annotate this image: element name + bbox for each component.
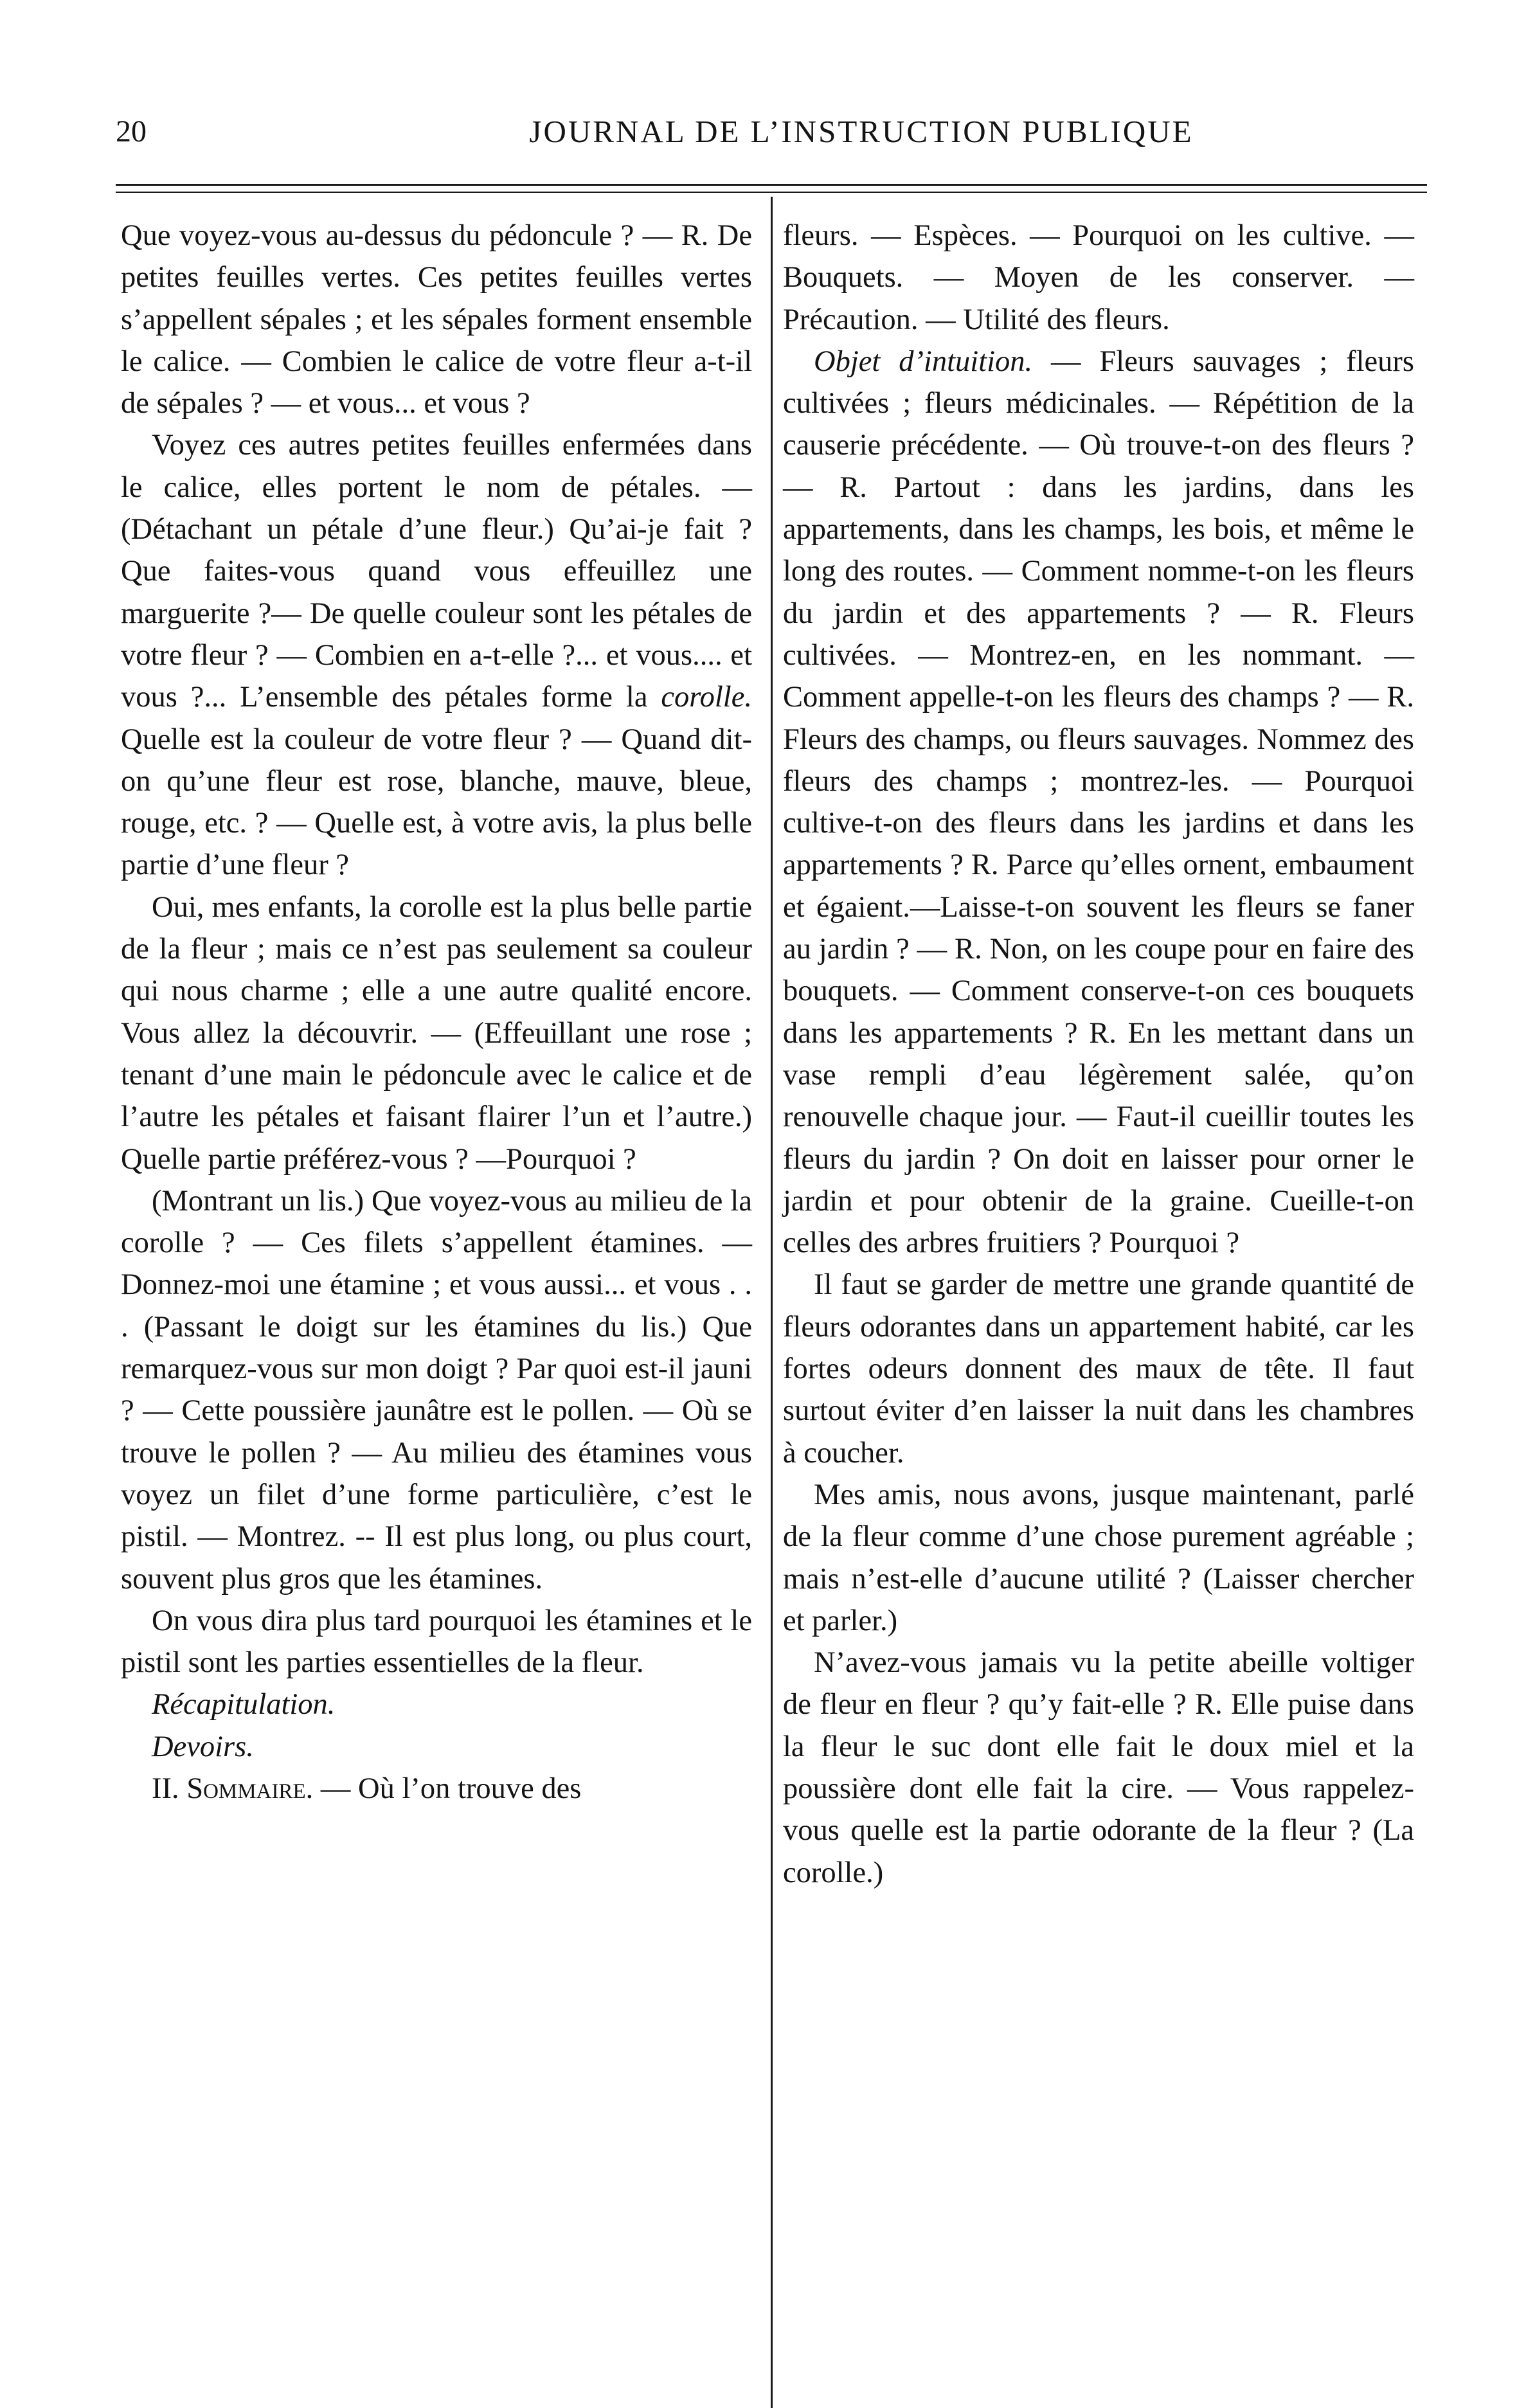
right-column [783,215,1414,1894]
paragraph: Oui, mes enfants, la corolle est la plus belle partie de la fleur ; mais ce n’est pas seulement sa couleur qui nous charme ; elle a une autre qualité encore. Vous allez la découvrir. — (Effeuillant une rose ; tenant d’une main le pédoncule avec le calice et de l’autre les pétales et faisant flairer l’un et l’autre.) Quelle partie préférez-vous ? —Pourquoi ? [121,890,752,1176]
column-divider [771,197,773,2408]
paragraph-text: Voyez ces autres petites feuilles enfermées dans le calice, elles portent le nom de pétales. — (Détachant un pétale d’une fleur.) Qu’ai-je fait ? Que faites-vous quand vous effeuillez une marguerite ?— De quelle couleur sont les pétales de votre fleur ? — Combien en a-t-elle ?... et vous.... et vous ?... L’ensemble des pétales forme la [121,429,752,714]
running-header [116,109,1427,154]
header-rule-bottom [116,192,1427,193]
paragraph [121,424,752,886]
sommaire-text: — Où l’on trouve des [320,1772,582,1805]
paragraph: Il faut se garder de mettre une grande quantité de fleurs odorantes dans un appartement habité, car les fortes odeurs donnent des maux de tête. Il faut surtout éviter d’en laisser la nuit dans les chambres à coucher. [783,1268,1414,1469]
header-rule-top [116,184,1427,186]
paragraph: On vous dira plus tard pourquoi les étamines et le pistil sont les parties essentielles de la fleur. [121,1604,752,1680]
paragraph-text: — Fleurs sauvages ; fleurs cultivées ; fleurs médicinales. — Répétition de la causerie précédente. — Où trouve-t-on des fleurs ? — R. Partout : dans les jardins, dans les appartements, dans les champs, les bois, et même le long des routes. — Comment nomme-t-on les fleurs du jardin et des appartements ? — R. Fleurs cultivées. — Montrez-en, en les nommant. — Comment appelle-t-on les fleurs des champs ? — R. Fleurs des champs, ou fleurs sauvages. Nommez des fleurs des champs ; montrez-les. — Pourquoi cultive-t-on des fleurs dans les jardins et dans les appartements ? R. Parce qu’elles ornent, embaument et égaient.—Laisse-t-on souvent les fleurs se faner au jardin ? — R. Non, on les coupe pour en faire des bouquets. — Comment conserve-t-on ces bouquets dans les appartements ? R. En les mettant dans un vase rempli d’eau légèrement salée, qu’on renouvelle chaque jour. — Faut-il cueillir toutes les fleurs du jardin ? On doit en laisser pour orner le jardin et pour obtenir de la graine. Cueille-t-on celles des arbres fruitiers ? Pourquoi ? [783,345,1415,1260]
left-column [121,215,752,1810]
page-number: 20 [116,114,147,148]
paragraph: (Montrant un lis.) Que voyez-vous au milieu de la corolle ? — Ces filets s’appellent étamines. —Donnez-moi une étamine ; et vous aussi... et vous . . . (Passant le doigt sur les étamines du lis.) Que remarquez-vous sur mon doigt ? Par quoi est-il jauni ? — Cette poussière jaunâtre est le pollen. — Où se trouve le pollen ? — Au milieu des étamines vous voyez un filet d’une forme particulière, c’est le pistil. — Montrez. -- Il est plus long, ou plus court, souvent plus gros que les étamines. [121,1184,752,1595]
objet-intuition-label: Objet d’intuition. [814,345,1033,378]
sommaire-label: Sommaire. [186,1772,314,1805]
paragraph-text: Quelle est la couleur de votre fleur ? — Quand dit-on qu’une fleur est rose, blanche, mauve, bleue, rouge, etc. ? — Quelle est, à votre avis, la plus belle partie d’une fleur ? [121,723,752,882]
devoirs-heading: Devoirs. [152,1730,254,1763]
paragraph: N’avez-vous jamais vu la petite abeille voltiger de fleur en fleur ? qu’y fait-elle ? R. Elle puise dans la fleur le suc dont elle fait le doux miel et la poussière dont elle fait la cire. — Vous rappelez-vous quelle est la partie odorante de la fleur ? (La corolle.) [783,1646,1414,1889]
paragraph [783,341,1414,1264]
paragraph: Que voyez-vous au-dessus du pédoncule ? — R. De petites feuilles vertes. Ces petites feuilles vertes s’appellent sépales ; et les sépales forment ensemble le calice. — Combien le calice de votre fleur a-t-il de sépales ? — et vous... et vous ? [121,219,752,420]
paragraph: Mes amis, nous avons, jusque maintenant, parlé de la fleur comme d’une chose purement agréable ; mais n’est-elle d’aucune utilité ? (Laisser chercher et parler.) [783,1478,1414,1637]
journal-title: JOURNAL DE L’INSTRUCTION PUBLIQUE [529,114,1194,149]
paragraph: fleurs. — Espèces. — Pourquoi on les cultive. — Bouquets. — Moyen de les conserver. — Précaution. — Utilité des fleurs. [783,219,1414,336]
term-corolle: corolle. [661,681,752,714]
sommaire-paragraph [121,1768,752,1810]
recapitulation-heading: Récapitulation. [152,1688,336,1721]
section-number: II. [152,1772,179,1805]
